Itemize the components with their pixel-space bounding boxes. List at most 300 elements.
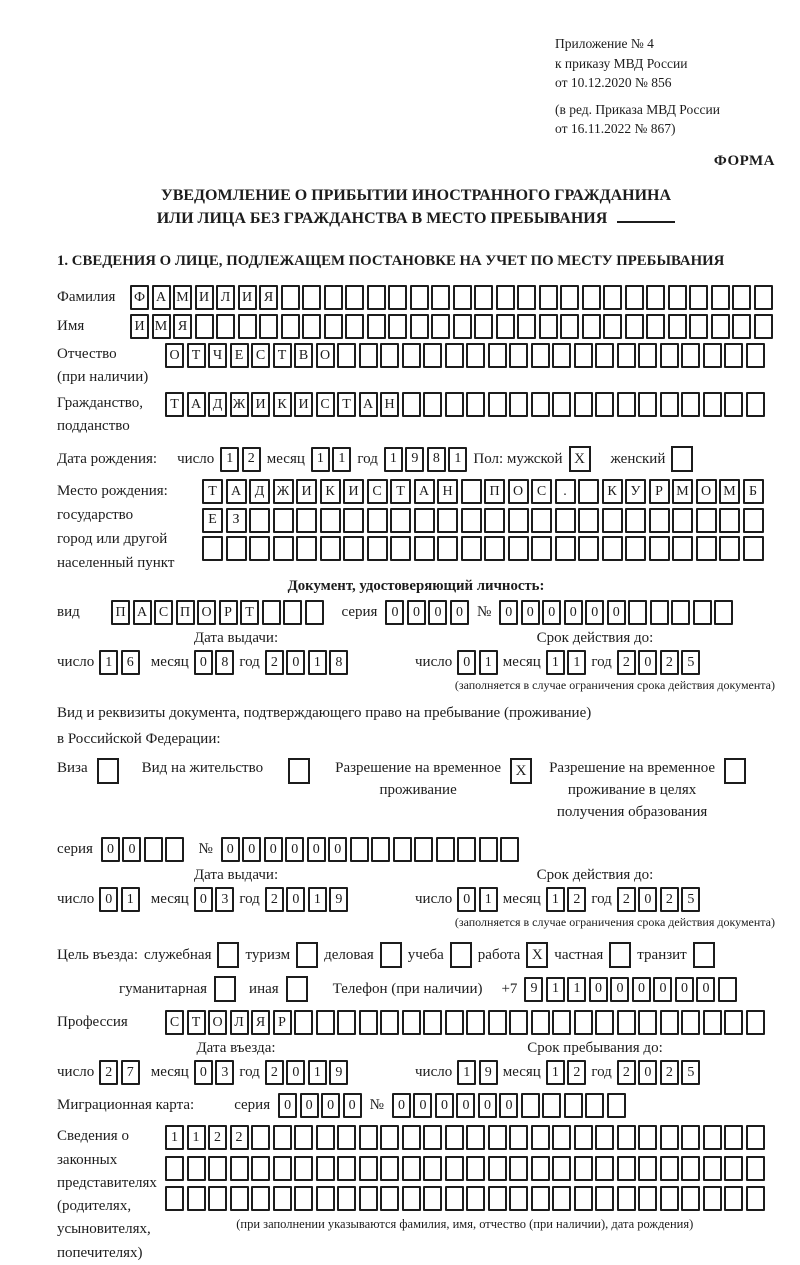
char-cell[interactable]: Е	[202, 508, 223, 533]
char-cell[interactable]: 5	[681, 887, 700, 912]
char-cell[interactable]: Т	[273, 343, 292, 368]
char-cell[interactable]: А	[152, 285, 171, 310]
char-cell[interactable]	[703, 1186, 722, 1211]
char-cell[interactable]	[337, 1010, 356, 1035]
char-cell[interactable]	[316, 1186, 335, 1211]
char-cell[interactable]	[660, 1010, 679, 1035]
char-cell[interactable]	[488, 1186, 507, 1211]
char-cell[interactable]	[552, 1125, 571, 1150]
char-cell[interactable]	[371, 837, 390, 862]
char-cell[interactable]	[595, 1186, 614, 1211]
char-cell[interactable]	[509, 392, 528, 417]
char-cell[interactable]	[724, 1125, 743, 1150]
char-cell[interactable]	[625, 508, 646, 533]
char-cell[interactable]	[724, 1010, 743, 1035]
char-cell[interactable]	[488, 1010, 507, 1035]
char-cell[interactable]	[320, 508, 341, 533]
char-cell[interactable]	[249, 536, 270, 561]
purpose-business-checkbox[interactable]	[380, 942, 402, 968]
char-cell[interactable]: Д	[208, 392, 227, 417]
char-cell[interactable]	[359, 1186, 378, 1211]
char-cell[interactable]	[628, 600, 647, 625]
char-cell[interactable]: И	[251, 392, 270, 417]
char-cell[interactable]	[461, 508, 482, 533]
char-cell[interactable]: Р	[219, 600, 238, 625]
char-cell[interactable]	[595, 1125, 614, 1150]
char-cell[interactable]: 6	[121, 650, 140, 675]
char-cell[interactable]: Т	[202, 479, 223, 504]
char-cell[interactable]	[337, 343, 356, 368]
char-cell[interactable]	[746, 1186, 765, 1211]
char-cell[interactable]	[350, 837, 369, 862]
purpose-transit-checkbox[interactable]	[693, 942, 715, 968]
char-cell[interactable]: 2	[567, 887, 586, 912]
char-cell[interactable]	[560, 285, 579, 310]
visa-checkbox[interactable]	[97, 758, 119, 784]
char-cell[interactable]	[560, 314, 579, 339]
char-cell[interactable]: Т	[240, 600, 259, 625]
char-cell[interactable]	[390, 508, 411, 533]
char-cell[interactable]	[595, 392, 614, 417]
char-cell[interactable]: Е	[230, 343, 249, 368]
purpose-tourism-checkbox[interactable]	[296, 942, 318, 968]
char-cell[interactable]	[461, 479, 482, 504]
char-cell[interactable]: 0	[286, 1060, 305, 1085]
char-cell[interactable]	[402, 343, 421, 368]
char-cell[interactable]	[273, 536, 294, 561]
char-cell[interactable]	[552, 1156, 571, 1181]
char-cell[interactable]	[466, 1010, 485, 1035]
char-cell[interactable]	[574, 1156, 593, 1181]
char-cell[interactable]	[617, 1186, 636, 1211]
char-cell[interactable]: 1	[220, 447, 239, 472]
char-cell[interactable]	[474, 285, 493, 310]
char-cell[interactable]	[681, 1125, 700, 1150]
char-cell[interactable]	[703, 1156, 722, 1181]
char-cell[interactable]	[574, 343, 593, 368]
char-cell[interactable]	[496, 285, 515, 310]
char-cell[interactable]: 0	[638, 1060, 657, 1085]
char-cell[interactable]	[165, 1156, 184, 1181]
char-cell[interactable]: 0	[286, 887, 305, 912]
char-cell[interactable]	[144, 837, 163, 862]
char-cell[interactable]	[719, 536, 740, 561]
char-cell[interactable]	[607, 1093, 626, 1118]
char-cell[interactable]	[724, 1156, 743, 1181]
char-cell[interactable]: Т	[165, 392, 184, 417]
char-cell[interactable]	[703, 392, 722, 417]
char-cell[interactable]	[445, 1156, 464, 1181]
char-cell[interactable]	[343, 508, 364, 533]
char-cell[interactable]	[316, 1156, 335, 1181]
char-cell[interactable]: 7	[121, 1060, 140, 1085]
char-cell[interactable]: 8	[329, 650, 348, 675]
char-cell[interactable]: 2	[617, 1060, 636, 1085]
purpose-work-checkbox[interactable]: X	[526, 942, 548, 968]
char-cell[interactable]	[689, 314, 708, 339]
char-cell[interactable]: 0	[321, 1093, 340, 1118]
char-cell[interactable]: Т	[187, 1010, 206, 1035]
char-cell[interactable]: 0	[542, 600, 561, 625]
char-cell[interactable]	[509, 1125, 528, 1150]
char-cell[interactable]	[187, 1186, 206, 1211]
char-cell[interactable]: Н	[380, 392, 399, 417]
char-cell[interactable]	[617, 1125, 636, 1150]
char-cell[interactable]: 1	[567, 977, 586, 1002]
char-cell[interactable]	[552, 392, 571, 417]
char-cell[interactable]: 3	[215, 887, 234, 912]
char-cell[interactable]	[302, 285, 321, 310]
char-cell[interactable]	[359, 1125, 378, 1150]
char-cell[interactable]: 1	[384, 447, 403, 472]
char-cell[interactable]: А	[359, 392, 378, 417]
char-cell[interactable]: С	[165, 1010, 184, 1035]
char-cell[interactable]	[689, 285, 708, 310]
char-cell[interactable]	[367, 508, 388, 533]
char-cell[interactable]: М	[672, 479, 693, 504]
char-cell[interactable]: И	[195, 285, 214, 310]
char-cell[interactable]	[585, 1093, 604, 1118]
char-cell[interactable]	[457, 837, 476, 862]
char-cell[interactable]	[508, 536, 529, 561]
char-cell[interactable]	[453, 285, 472, 310]
char-cell[interactable]	[603, 285, 622, 310]
char-cell[interactable]	[296, 508, 317, 533]
char-cell[interactable]	[226, 536, 247, 561]
char-cell[interactable]	[578, 536, 599, 561]
char-cell[interactable]: 0	[413, 1093, 432, 1118]
char-cell[interactable]: 1	[99, 650, 118, 675]
char-cell[interactable]	[625, 536, 646, 561]
char-cell[interactable]	[262, 600, 281, 625]
char-cell[interactable]	[461, 536, 482, 561]
char-cell[interactable]	[380, 1186, 399, 1211]
char-cell[interactable]	[423, 392, 442, 417]
char-cell[interactable]	[488, 1125, 507, 1150]
char-cell[interactable]	[431, 314, 450, 339]
char-cell[interactable]: К	[273, 392, 292, 417]
char-cell[interactable]: 0	[675, 977, 694, 1002]
char-cell[interactable]	[542, 1093, 561, 1118]
char-cell[interactable]: 1	[546, 887, 565, 912]
char-cell[interactable]	[488, 1156, 507, 1181]
char-cell[interactable]: 3	[215, 1060, 234, 1085]
char-cell[interactable]	[208, 1186, 227, 1211]
char-cell[interactable]: 0	[278, 1093, 297, 1118]
char-cell[interactable]	[719, 508, 740, 533]
char-cell[interactable]: 9	[524, 977, 543, 1002]
sex-male-checkbox[interactable]: X	[569, 446, 591, 472]
char-cell[interactable]: 0	[457, 650, 476, 675]
purpose-study-checkbox[interactable]	[450, 942, 472, 968]
char-cell[interactable]	[531, 508, 552, 533]
char-cell[interactable]	[578, 479, 599, 504]
char-cell[interactable]: 0	[435, 1093, 454, 1118]
char-cell[interactable]	[410, 314, 429, 339]
char-cell[interactable]: 0	[653, 977, 672, 1002]
char-cell[interactable]	[208, 1156, 227, 1181]
char-cell[interactable]: 0	[392, 1093, 411, 1118]
char-cell[interactable]: 1	[546, 650, 565, 675]
char-cell[interactable]	[474, 314, 493, 339]
char-cell[interactable]	[743, 508, 764, 533]
char-cell[interactable]: О	[197, 600, 216, 625]
char-cell[interactable]: 2	[265, 887, 284, 912]
char-cell[interactable]	[445, 392, 464, 417]
char-cell[interactable]: .	[555, 479, 576, 504]
char-cell[interactable]	[539, 314, 558, 339]
char-cell[interactable]	[380, 343, 399, 368]
char-cell[interactable]	[273, 1125, 292, 1150]
char-cell[interactable]	[165, 837, 184, 862]
char-cell[interactable]	[724, 343, 743, 368]
char-cell[interactable]	[431, 285, 450, 310]
char-cell[interactable]	[671, 600, 690, 625]
char-cell[interactable]: К	[602, 479, 623, 504]
char-cell[interactable]: Т	[390, 479, 411, 504]
char-cell[interactable]	[638, 392, 657, 417]
char-cell[interactable]	[724, 392, 743, 417]
char-cell[interactable]	[693, 600, 712, 625]
char-cell[interactable]	[649, 508, 670, 533]
char-cell[interactable]: М	[152, 314, 171, 339]
char-cell[interactable]	[343, 536, 364, 561]
char-cell[interactable]	[445, 1125, 464, 1150]
char-cell[interactable]	[324, 285, 343, 310]
purpose-private-checkbox[interactable]	[609, 942, 631, 968]
char-cell[interactable]: 5	[681, 1060, 700, 1085]
char-cell[interactable]	[294, 1186, 313, 1211]
char-cell[interactable]: 1	[332, 447, 351, 472]
char-cell[interactable]: 2	[99, 1060, 118, 1085]
char-cell[interactable]: 2	[208, 1125, 227, 1150]
char-cell[interactable]: О	[508, 479, 529, 504]
char-cell[interactable]	[251, 1156, 270, 1181]
char-cell[interactable]	[337, 1125, 356, 1150]
char-cell[interactable]: 0	[589, 977, 608, 1002]
char-cell[interactable]: 0	[285, 837, 304, 862]
char-cell[interactable]	[367, 285, 386, 310]
purpose-official-checkbox[interactable]	[217, 942, 239, 968]
char-cell[interactable]	[649, 536, 670, 561]
char-cell[interactable]	[402, 1010, 421, 1035]
char-cell[interactable]	[345, 285, 364, 310]
char-cell[interactable]: 0	[101, 837, 120, 862]
char-cell[interactable]	[555, 536, 576, 561]
char-cell[interactable]: 9	[329, 887, 348, 912]
char-cell[interactable]	[595, 1156, 614, 1181]
char-cell[interactable]: 1	[546, 977, 565, 1002]
char-cell[interactable]	[724, 1186, 743, 1211]
char-cell[interactable]: 2	[265, 650, 284, 675]
char-cell[interactable]	[296, 536, 317, 561]
char-cell[interactable]	[230, 1186, 249, 1211]
char-cell[interactable]	[602, 508, 623, 533]
char-cell[interactable]	[437, 508, 458, 533]
char-cell[interactable]: 0	[457, 887, 476, 912]
char-cell[interactable]	[466, 343, 485, 368]
char-cell[interactable]: Л	[230, 1010, 249, 1035]
char-cell[interactable]	[681, 1186, 700, 1211]
char-cell[interactable]: Т	[187, 343, 206, 368]
char-cell[interactable]	[380, 1156, 399, 1181]
char-cell[interactable]: О	[316, 343, 335, 368]
char-cell[interactable]	[531, 536, 552, 561]
char-cell[interactable]: 1	[546, 1060, 565, 1085]
char-cell[interactable]	[509, 1010, 528, 1035]
char-cell[interactable]	[668, 314, 687, 339]
char-cell[interactable]	[638, 1156, 657, 1181]
char-cell[interactable]	[249, 508, 270, 533]
char-cell[interactable]	[638, 1010, 657, 1035]
char-cell[interactable]	[484, 536, 505, 561]
char-cell[interactable]	[574, 392, 593, 417]
char-cell[interactable]	[732, 285, 751, 310]
char-cell[interactable]: П	[176, 600, 195, 625]
char-cell[interactable]	[696, 536, 717, 561]
char-cell[interactable]	[359, 343, 378, 368]
char-cell[interactable]: 1	[308, 887, 327, 912]
char-cell[interactable]	[466, 1186, 485, 1211]
char-cell[interactable]	[367, 536, 388, 561]
char-cell[interactable]	[718, 977, 737, 1002]
char-cell[interactable]: 0	[638, 650, 657, 675]
char-cell[interactable]	[238, 314, 257, 339]
char-cell[interactable]	[187, 1156, 206, 1181]
char-cell[interactable]: 0	[632, 977, 651, 1002]
char-cell[interactable]	[423, 343, 442, 368]
char-cell[interactable]: 0	[122, 837, 141, 862]
char-cell[interactable]	[638, 1186, 657, 1211]
char-cell[interactable]: А	[226, 479, 247, 504]
char-cell[interactable]	[320, 536, 341, 561]
char-cell[interactable]	[423, 1125, 442, 1150]
char-cell[interactable]	[359, 1010, 378, 1035]
char-cell[interactable]	[672, 508, 693, 533]
char-cell[interactable]	[625, 285, 644, 310]
char-cell[interactable]: И	[343, 479, 364, 504]
char-cell[interactable]	[359, 1156, 378, 1181]
char-cell[interactable]	[273, 1186, 292, 1211]
char-cell[interactable]	[732, 314, 751, 339]
char-cell[interactable]: И	[296, 479, 317, 504]
char-cell[interactable]	[681, 392, 700, 417]
char-cell[interactable]	[703, 1125, 722, 1150]
char-cell[interactable]: О	[208, 1010, 227, 1035]
char-cell[interactable]	[390, 536, 411, 561]
char-cell[interactable]: 0	[610, 977, 629, 1002]
char-cell[interactable]	[603, 314, 622, 339]
char-cell[interactable]	[259, 314, 278, 339]
char-cell[interactable]: Н	[437, 479, 458, 504]
char-cell[interactable]	[517, 314, 536, 339]
char-cell[interactable]: 0	[194, 650, 213, 675]
char-cell[interactable]	[324, 314, 343, 339]
char-cell[interactable]: Р	[649, 479, 670, 504]
char-cell[interactable]: 2	[567, 1060, 586, 1085]
char-cell[interactable]	[402, 1186, 421, 1211]
char-cell[interactable]	[496, 314, 515, 339]
char-cell[interactable]	[305, 600, 324, 625]
char-cell[interactable]: 1	[457, 1060, 476, 1085]
char-cell[interactable]: А	[133, 600, 152, 625]
char-cell[interactable]: Я	[173, 314, 192, 339]
char-cell[interactable]: 0	[328, 837, 347, 862]
char-cell[interactable]: 8	[215, 650, 234, 675]
char-cell[interactable]	[423, 1010, 442, 1035]
char-cell[interactable]	[393, 837, 412, 862]
char-cell[interactable]	[646, 285, 665, 310]
char-cell[interactable]: 0	[99, 887, 118, 912]
char-cell[interactable]: 0	[385, 600, 404, 625]
char-cell[interactable]: 1	[311, 447, 330, 472]
char-cell[interactable]: 0	[194, 887, 213, 912]
char-cell[interactable]	[650, 600, 669, 625]
char-cell[interactable]	[638, 1125, 657, 1150]
char-cell[interactable]	[660, 1186, 679, 1211]
char-cell[interactable]	[531, 1156, 550, 1181]
char-cell[interactable]	[552, 343, 571, 368]
char-cell[interactable]: 0	[456, 1093, 475, 1118]
char-cell[interactable]: О	[165, 343, 184, 368]
char-cell[interactable]	[595, 1010, 614, 1035]
char-cell[interactable]	[582, 314, 601, 339]
char-cell[interactable]	[466, 1125, 485, 1150]
char-cell[interactable]	[552, 1010, 571, 1035]
char-cell[interactable]: К	[320, 479, 341, 504]
char-cell[interactable]	[402, 392, 421, 417]
char-cell[interactable]	[517, 285, 536, 310]
char-cell[interactable]: О	[696, 479, 717, 504]
char-cell[interactable]: 2	[617, 887, 636, 912]
char-cell[interactable]	[273, 1156, 292, 1181]
char-cell[interactable]	[414, 837, 433, 862]
char-cell[interactable]	[202, 536, 223, 561]
char-cell[interactable]	[574, 1125, 593, 1150]
char-cell[interactable]	[539, 285, 558, 310]
char-cell[interactable]	[703, 343, 722, 368]
sex-female-checkbox[interactable]	[671, 446, 693, 472]
char-cell[interactable]: А	[414, 479, 435, 504]
char-cell[interactable]	[564, 1093, 583, 1118]
char-cell[interactable]	[466, 1156, 485, 1181]
char-cell[interactable]	[668, 285, 687, 310]
char-cell[interactable]: 0	[499, 600, 518, 625]
char-cell[interactable]	[552, 1186, 571, 1211]
char-cell[interactable]: Ч	[208, 343, 227, 368]
char-cell[interactable]: 1	[479, 887, 498, 912]
char-cell[interactable]: М	[173, 285, 192, 310]
char-cell[interactable]: Ж	[230, 392, 249, 417]
char-cell[interactable]: 0	[307, 837, 326, 862]
char-cell[interactable]	[414, 508, 435, 533]
char-cell[interactable]: И	[294, 392, 313, 417]
char-cell[interactable]	[617, 392, 636, 417]
residence-permit-checkbox[interactable]	[288, 758, 310, 784]
char-cell[interactable]	[488, 392, 507, 417]
char-cell[interactable]	[578, 508, 599, 533]
char-cell[interactable]	[402, 1156, 421, 1181]
char-cell[interactable]	[479, 837, 498, 862]
char-cell[interactable]	[681, 343, 700, 368]
char-cell[interactable]	[711, 285, 730, 310]
char-cell[interactable]: С	[367, 479, 388, 504]
char-cell[interactable]: 0	[407, 600, 426, 625]
char-cell[interactable]: 0	[194, 1060, 213, 1085]
char-cell[interactable]	[617, 1010, 636, 1035]
char-cell[interactable]	[531, 1010, 550, 1035]
char-cell[interactable]	[595, 343, 614, 368]
